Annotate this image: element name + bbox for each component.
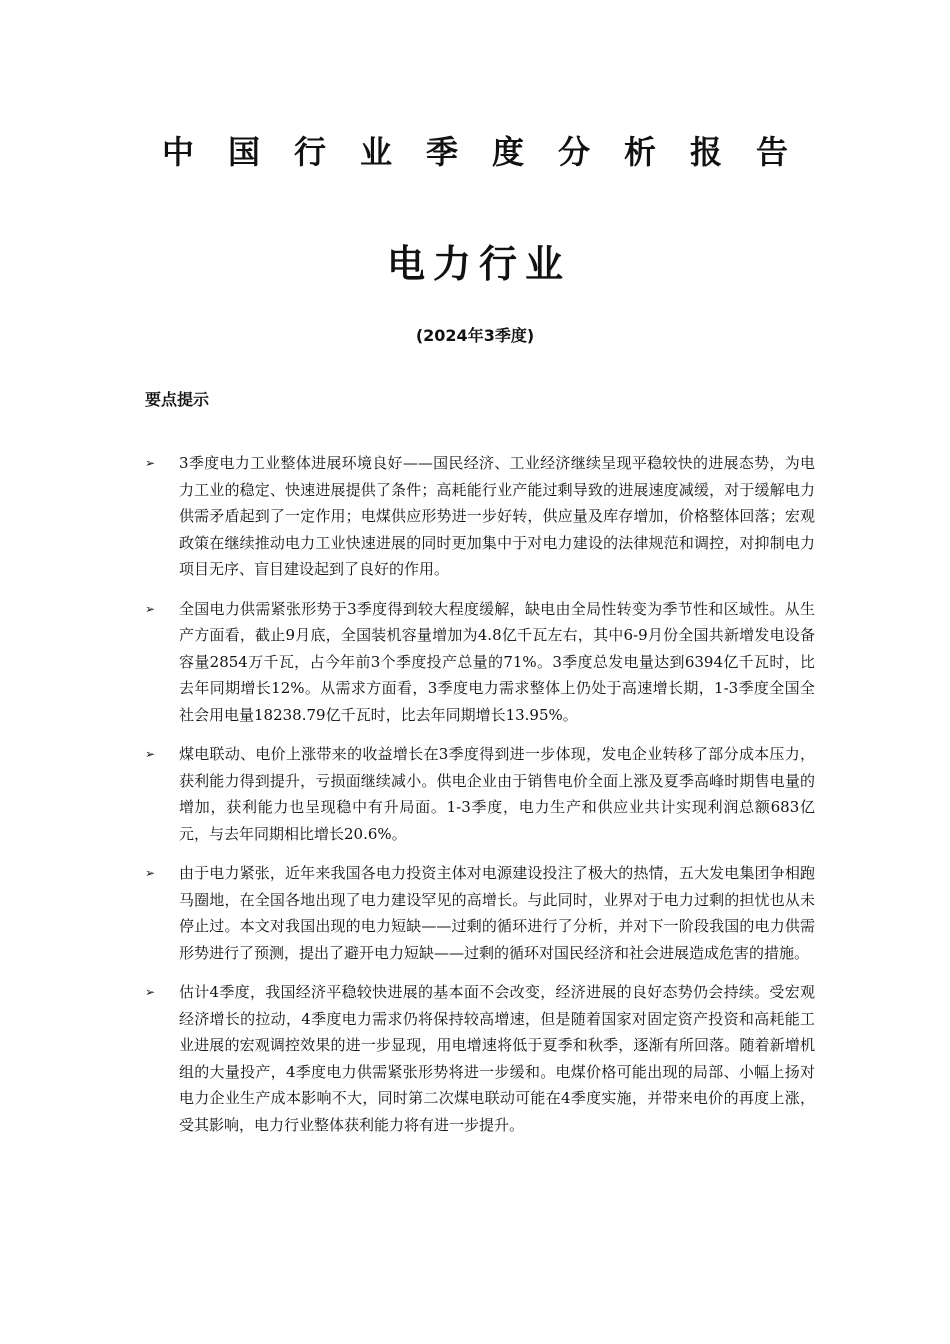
- key-point-text: 全国电力供需紧张形势于3季度得到较大程度缓解，缺电由全局性转变为季节性和区域性。从生产方面看，截止9月底，全国装机容量增加为4.8亿千瓦左右，其中6-9月份全国共新增发电设备容量2854万千瓦，占今年前3个季度投产总量的71%。3季度总发电量达到6394亿千瓦时，比去年同期增长12%。从需求方面看，3季度电力需求整体上仍处于高速增长期，1-3季度全国全社会用电量18238.79亿千瓦时，比去年同期增长13.95%。: [179, 599, 815, 724]
- report-period: (2024年3季度): [415, 326, 535, 345]
- report-title: 中国行业季度分析报告: [161, 133, 822, 171]
- key-point-item: [145, 450, 815, 583]
- key-point-text: 估计4季度，我国经济平稳较快进展的基本面不会改变，经济进展的良好态势仍会持续。受宏观经济增长的拉动，4季度电力需求仍将保持较高增速，但是随着国家对固定资产投资和高耗能工业进展的宏观调控效果的进一步显现，用电增速将低于夏季和秋季，逐渐有所回落。随着新增机组的大量投产，4季度电力供需紧张形势将进一步缓和。电煤价格可能出现的局部、小幅上扬对电力企业生产成本影响不大，同时第二次煤电联动可能在4季度实施，并带来电价的再度上涨，受其影响，电力行业整体获利能力将有进一步提升。: [179, 983, 815, 1134]
- arrow-bullet-icon: ➢: [145, 601, 156, 616]
- key-point-item: [145, 596, 815, 729]
- key-point-item: [145, 979, 815, 1138]
- key-point-text: 煤电联动、电价上涨带来的收益增长在3季度得到进一步体现，发电企业转移了部分成本压力，获利能力得到提升，亏损面继续减小。供电企业由于销售电价全面上涨及夏季高峰时期售电量的增加，获利能力也呈现稳中有升局面。1-3季度，电力生产和供应业共计实现利润总额683亿元，与去年同期相比增长20.6%。: [179, 745, 815, 843]
- arrow-bullet-icon: ➢: [145, 456, 156, 470]
- arrow-bullet-icon: ➢: [145, 747, 156, 761]
- arrow-bullet-icon: ➢: [145, 866, 156, 880]
- key-points-list: [145, 450, 815, 1151]
- industry-title: 电力行业: [386, 242, 571, 286]
- key-point-item: [145, 860, 815, 966]
- arrow-bullet-icon: ➢: [145, 985, 156, 999]
- key-point-text: 由于电力紧张，近年来我国各电力投资主体对电源建设投注了极大的热情，五大发电集团争相跑马圈地，在全国各地出现了电力建设罕见的高增长。与此同时，业界对于电力过剩的担忧也从未停止过。本文对我国出现的电力短缺——过剩的循环进行了分析，并对下一阶段我国的电力供需形势进行了预测，提出了避开电力短缺——过剩的循环对国民经济和社会进展造成危害的措施。: [179, 864, 815, 962]
- section-heading: 要点提示: [145, 390, 210, 409]
- key-point-item: [145, 741, 815, 847]
- key-point-text: 3季度电力工业整体进展环境良好——国民经济、工业经济继续呈现平稳较快的进展态势，为电力工业的稳定、快速进展提供了条件；高耗能行业产能过剩导致的进展速度减缓，对于缓解电力供需矛盾起到了一定作用；电煤供应形势进一步好转，供应量及库存增加，价格整体回落；宏观政策在继续推动电力工业快速进展的同时更加集中于对电力建设的法律规范和调控，对抑制电力项目无序、盲目建设起到了良好的作用。: [179, 454, 815, 578]
